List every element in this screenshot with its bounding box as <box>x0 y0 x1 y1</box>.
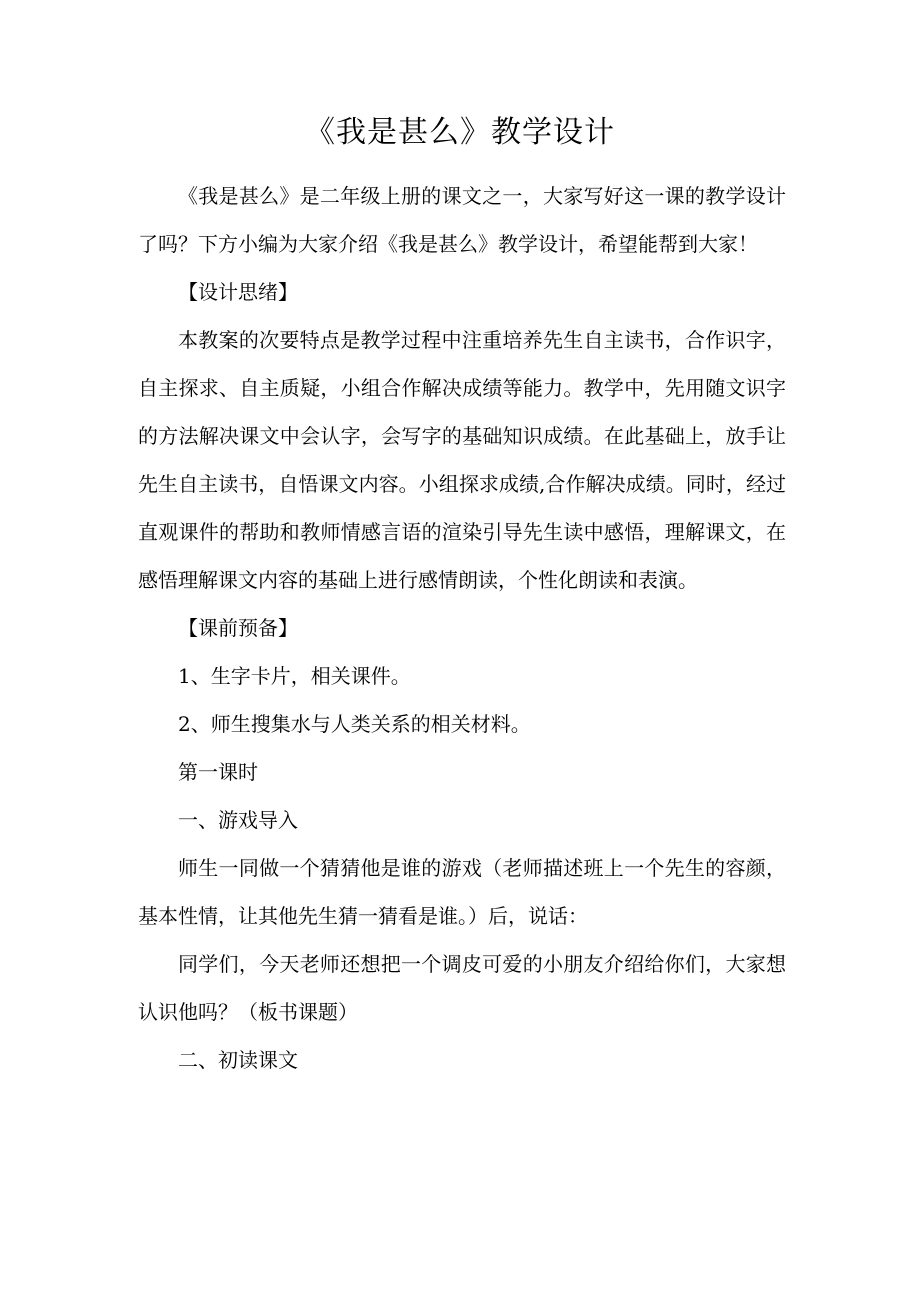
teacher-speech-paragraph: 同学们，今天老师还想把一个调皮可爱的小朋友介绍给你们，大家想认识他吗？（板书课题） <box>138 952 786 1024</box>
document-body <box>138 172 786 1084</box>
section-heading-design-idea: 【设计思绪】 <box>178 280 298 304</box>
preparation-item-1: 1、生字卡片，相关课件。 <box>178 664 411 688</box>
document-title: 《我是甚么》教学设计 <box>305 115 615 150</box>
design-idea-paragraph: 本教案的次要特点是教学过程中注重培养先生自主读书，合作识字，自主探求、自主质疑，小组合作解决成绩等能力。教学中，先用随文识字的方法解决课文中会认字，会写字的基础知识成绩。在此基础上，放手让先生自主读书，自悟课文内容。小组探求成绩,合作解决成绩。同时，经过直观课件的帮助和教师情感言语的渲染引导先生读中感悟，理解课文，在感悟理解课文内容的基础上进行感情朗读，个性化朗读和表演。 <box>138 328 786 592</box>
game-intro-paragraph: 师生一同做一个猜猜他是谁的游戏（老师描述班上一个先生的容颜，基本性情，让其他先生猜一猜看是谁。）后，说话： <box>138 856 786 928</box>
section-heading-preparation: 【课前预备】 <box>178 616 298 640</box>
step-heading-game-intro: 一、游戏导入 <box>178 808 298 832</box>
lesson-heading-first: 第一课时 <box>178 760 258 784</box>
step-heading-first-reading: 二、初读课文 <box>178 1048 298 1072</box>
preparation-item-2: 2、师生搜集水与人类关系的相关材料。 <box>178 712 531 736</box>
intro-paragraph: 《我是甚么》是二年级上册的课文之一，大家写好这一课的教学设计了吗？下方小编为大家介绍《我是甚么》教学设计，希望能帮到大家！ <box>138 184 786 256</box>
